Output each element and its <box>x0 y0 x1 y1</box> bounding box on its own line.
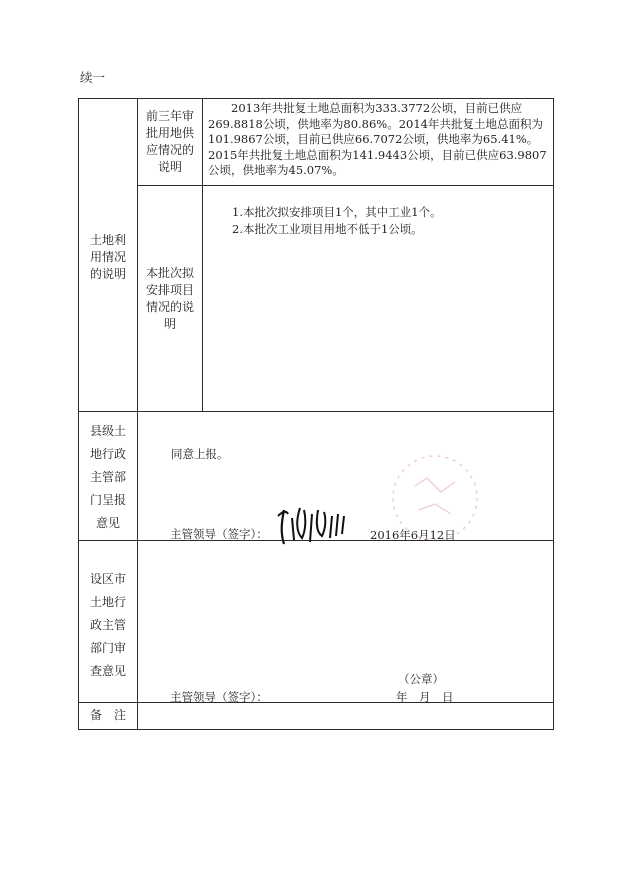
prior-years-text: 2013年共批复土地总面积为333.3772公顷，目前已供应269.8818公顷，供地率为80.86%。2014年共批复土地总面积为101.9867公顷，目前已供应66.7072公顷，供地率为65.41%。2015年共批复土地总面积为141.9443公顷，目前已供应63.9807公顷，供地率为45.07%。 <box>208 101 547 177</box>
continuation-label: 续一 <box>80 70 106 85</box>
remarks-label: 备 注 <box>89 708 126 722</box>
remarks-content-cell <box>137 702 554 730</box>
city-signer-label: 主管领导（签字）： <box>170 690 268 704</box>
city-opinion-content-cell <box>137 540 554 703</box>
this-batch-item-2: 2.本批次工业项目用地不低于1公顷。 <box>232 222 423 236</box>
county-opinion-label: 县级土地行政主管部门呈报意见 <box>89 424 126 530</box>
this-batch-item-1: 1.本批次拟安排项目1个，其中工业1个。 <box>232 205 442 219</box>
county-opinion-text: 同意上报。 <box>171 447 229 461</box>
official-seal-image <box>375 448 495 548</box>
city-date-placeholder: 年 月 日 <box>396 690 454 704</box>
prior-years-label: 前三年审批用地供应情况的说明 <box>145 109 194 174</box>
county-opinion-date: 2016年6月12日 <box>370 528 456 542</box>
county-signer-label: 主管领导（签字）： <box>170 527 268 541</box>
land-use-label: 土地利用情况的说明 <box>89 233 126 281</box>
this-batch-label: 本批次拟安排项目情况的说明 <box>145 266 194 331</box>
city-opinion-label: 设区市土地行政主管部门审查意见 <box>89 572 126 678</box>
city-seal-label: （公章） <box>398 672 444 686</box>
